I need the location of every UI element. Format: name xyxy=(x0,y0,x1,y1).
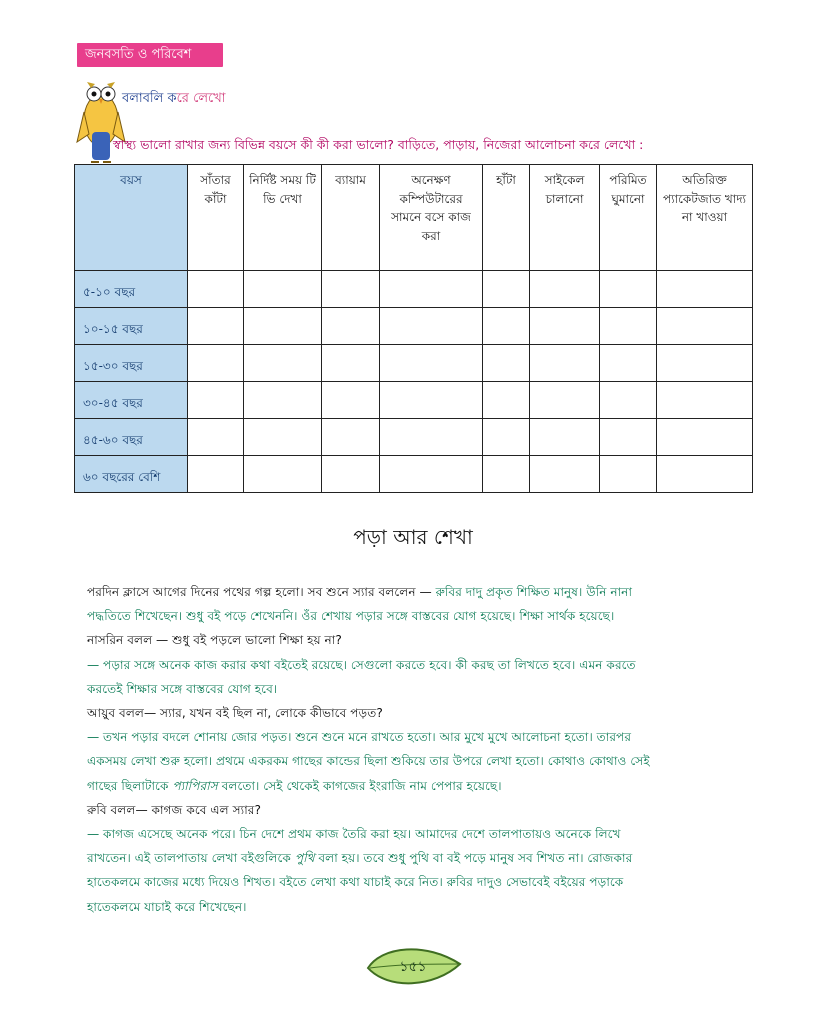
table-cell[interactable] xyxy=(380,456,483,493)
text-span: রাখতেন। এই তালপাতায় লেখা বইগুলিকে xyxy=(87,851,295,866)
table-cell[interactable] xyxy=(600,456,657,493)
paragraph-line: রুবি বলল— কাগজ কবে এল স্যার? xyxy=(87,802,261,817)
paragraph-line: — পড়ার সঙ্গে অনেক কাজ করার কথা বইতেই রয়েছে। সেগুলো করতে হবে। কী করছ তা লিখতে হবে। এমন করতে xyxy=(87,657,636,672)
column-header-age: বয়স xyxy=(75,165,188,271)
table-cell[interactable] xyxy=(657,456,753,493)
activity-title-prefix: বলাবলি ক xyxy=(122,91,177,106)
text-span: পুথি xyxy=(294,851,315,866)
table-cell[interactable] xyxy=(530,345,600,382)
table-cell[interactable] xyxy=(244,456,322,493)
table-cell[interactable] xyxy=(600,308,657,345)
column-header: অতিরিক্ত প্যাকেটজাত খাদ্য না খাওয়া xyxy=(657,165,753,271)
table-cell[interactable] xyxy=(600,345,657,382)
table-cell[interactable] xyxy=(600,382,657,419)
paragraph-line: আয়ুব বলল— স্যার, যখন বই ছিল না, লোকে কীভাবে পড়ত? xyxy=(87,706,383,721)
paragraph-line: হাতেকলমে কাজের মধ্যে দিয়েও শিখত। বইতে লেখা কথা যাচাই করে নিত। রুবির দাদুও সেভাবেই বইয়ের পড়াকে xyxy=(87,875,624,890)
paragraph-line: — কাগজ এসেছে অনেক পরে। চিন দেশে প্রথম কাজ তৈরি করা হয়। আমাদের দেশে তালপাতায়ও অনেকে লিখে xyxy=(87,827,621,842)
column-header: ব্যায়াম xyxy=(322,165,380,271)
age-row-label: ৬০ বছরের বেশি xyxy=(75,456,188,493)
table-cell[interactable] xyxy=(600,419,657,456)
table-cell[interactable] xyxy=(322,345,380,382)
table-cell[interactable] xyxy=(483,419,530,456)
paragraph-line xyxy=(87,774,757,798)
table-cell[interactable] xyxy=(322,419,380,456)
table-cell[interactable] xyxy=(483,271,530,308)
table-cell[interactable] xyxy=(188,271,244,308)
column-header: হাঁটা xyxy=(483,165,530,271)
table-cell[interactable] xyxy=(322,456,380,493)
activity-title xyxy=(122,89,226,110)
table-cell[interactable] xyxy=(188,382,244,419)
table-cell[interactable] xyxy=(657,419,753,456)
text-span: পরদিন ক্লাসে আগের দিনের পথের গল্প হলো। সব শুনে স্যার বললেন — xyxy=(87,585,436,599)
table-cell[interactable] xyxy=(244,271,322,308)
age-row-label: ১৫-৩০ বছর xyxy=(75,345,188,382)
paragraph-line: করতেই শিক্ষার সঙ্গে বাস্তবের যোগ হবে। xyxy=(87,681,278,696)
table-cell[interactable] xyxy=(657,345,753,382)
table-cell[interactable] xyxy=(188,456,244,493)
chapter-tag: জনবসতি ও পরিবেশ xyxy=(77,43,223,67)
age-row-label: ৫-১০ বছর xyxy=(75,271,188,308)
column-header: নির্দিষ্ট সময় টি ভি দেখা xyxy=(244,165,322,271)
table-cell[interactable] xyxy=(188,419,244,456)
table-cell[interactable] xyxy=(380,271,483,308)
age-row-label: ৪৫-৬০ বছর xyxy=(75,419,188,456)
text-span: বলা হয়। তবে শুধু পুথি বা বই পড়ে মানুষ সব শিখত না। রোজকার xyxy=(314,851,633,866)
table-cell[interactable] xyxy=(483,382,530,419)
table-cell[interactable] xyxy=(657,382,753,419)
table-cell[interactable] xyxy=(600,271,657,308)
age-row-label: ১০-১৫ বছর xyxy=(75,308,188,345)
table-cell[interactable] xyxy=(380,382,483,419)
text-span: প্যাপিরাস xyxy=(172,778,218,793)
text-span: গাছের ছিলাটাকে xyxy=(87,778,173,793)
table-cell[interactable] xyxy=(657,308,753,345)
paragraph-line xyxy=(87,846,757,870)
column-header: পরিমিত ঘুমানো xyxy=(600,165,657,271)
table-cell[interactable] xyxy=(483,308,530,345)
table-cell[interactable] xyxy=(530,456,600,493)
table-cell[interactable] xyxy=(322,271,380,308)
table-cell[interactable] xyxy=(657,271,753,308)
table-cell[interactable] xyxy=(530,308,600,345)
text-span: রুবির দাদু প্রকৃত শিক্ষিত মানুষ। উনি নানা xyxy=(435,585,632,599)
table-row xyxy=(75,382,753,419)
table-cell[interactable] xyxy=(188,345,244,382)
table-cell[interactable] xyxy=(322,308,380,345)
instruction-text: স্বাস্থ্য ভালো রাখার জন্য বিভিন্ন বয়সে কী কী করা ভালো? বাড়িতে, পাড়ায়, নিজেরা আলোচনা করে লেখো : xyxy=(113,137,644,152)
table-cell[interactable] xyxy=(483,345,530,382)
table-cell[interactable] xyxy=(380,308,483,345)
table-cell[interactable] xyxy=(244,308,322,345)
paragraph-line xyxy=(87,580,757,604)
column-header: অনেক্ষণ কম্পিউটারের সামনে বসে কাজ করা xyxy=(380,165,483,271)
age-row-label: ৩০-৪৫ বছর xyxy=(75,382,188,419)
body-text xyxy=(87,580,757,919)
activity-title-rest: রে লেখো xyxy=(176,91,226,106)
table-cell[interactable] xyxy=(380,419,483,456)
table-cell[interactable] xyxy=(244,382,322,419)
paragraph-line: হাতেকলমে যাচাই করে শিখেছেন। xyxy=(87,899,247,914)
table-row xyxy=(75,345,753,382)
section-title: পড়া আর শেখা xyxy=(353,525,473,549)
table-cell[interactable] xyxy=(244,345,322,382)
table-cell[interactable] xyxy=(188,308,244,345)
table-row xyxy=(75,456,753,493)
paragraph-line: — তখন পড়ার বদলে শোনায় জোর পড়ত। শুনে শুনে মনে রাখতে হতো। আর মুখে মুখে আলোচনা হতো। তারপর xyxy=(87,730,632,745)
table-cell[interactable] xyxy=(244,419,322,456)
table-header-row xyxy=(75,165,753,271)
table-row xyxy=(75,419,753,456)
table-row xyxy=(75,271,753,308)
table-cell[interactable] xyxy=(530,382,600,419)
paragraph-line: একসময় লেখা শুরু হলো। প্রথমে একরকম গাছের কান্ডের ছিলা শুকিয়ে তার উপরে লেখা হতো। কোথাও কোথাও সেই xyxy=(87,754,650,769)
table-cell[interactable] xyxy=(483,456,530,493)
paragraph-line: পদ্ধতিতে শিখেছেন। শুধু বই পড়ে শেখেননি। ওঁর শেখায় পড়ার সঙ্গে বাস্তবের যোগ হয়েছে। শিক্ষা সার্থক হয়েছে। xyxy=(87,609,615,624)
health-activity-table xyxy=(74,164,753,493)
text-span: বলতো। সেই থেকেই কাগজের ইংরাজি নাম পেপার হয়েছে। xyxy=(217,778,502,793)
column-header: সাইকেল চালানো xyxy=(530,165,600,271)
table-cell[interactable] xyxy=(530,419,600,456)
table-cell[interactable] xyxy=(322,382,380,419)
table-row xyxy=(75,308,753,345)
table-cell[interactable] xyxy=(380,345,483,382)
column-header: সাঁতার কাঁটা xyxy=(188,165,244,271)
table-cell[interactable] xyxy=(530,271,600,308)
page-number: ১৫১ xyxy=(399,959,427,975)
paragraph-line: নাসরিন বলল — শুধু বই পড়লে ভালো শিক্ষা হয় না? xyxy=(87,633,342,648)
